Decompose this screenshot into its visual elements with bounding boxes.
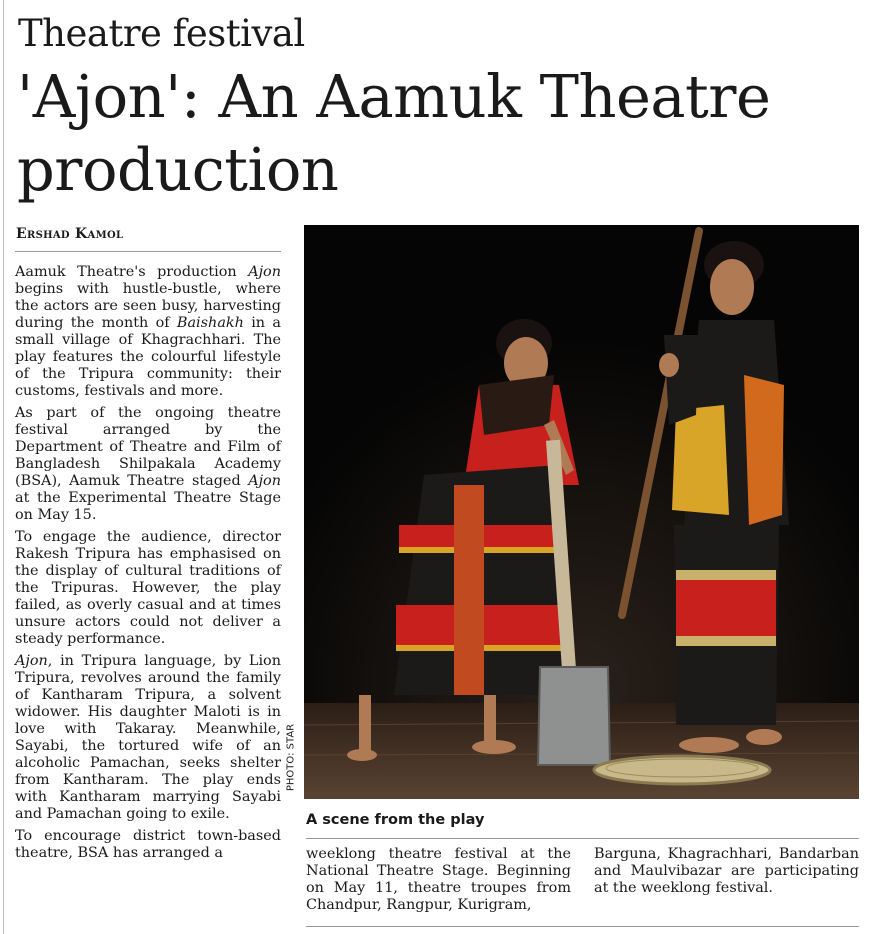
paragraph-col3: Barguna, Khagrachhari, Bandarban and Maulvibazar are participating at the weeklong festival.: [594, 846, 859, 896]
column-1: [15, 264, 281, 867]
paragraph-1: Aamuk Theatre's production Ajon begins with hustle-bustle, where the actors are seen busy, harvesting during the month of Baishakh in a small village of Khagrachhari. The play features the colourful lifestyle of the Tripura community: their customs, festivals and more.: [15, 264, 281, 399]
column-2: [306, 846, 571, 919]
photo: [304, 225, 859, 799]
paragraph-3: To engage the audience, director Rakesh Tripura has emphasised on the display of cultural traditions of the Tripuras. However, the play failed, as overly casual and at times unsure actors could not deliver a steady performance.: [15, 529, 281, 647]
byline: Ershad Kamol: [16, 226, 124, 242]
bottom-divider: [306, 926, 859, 927]
stage-scene-illustration: [304, 225, 859, 799]
woven-basket: [594, 756, 770, 784]
paragraph-4: Ajon, in Tripura language, by Lion Tripura, revolves around the family of Kantharam Tripura, a solvent widower. His daughter Maloti is in love with Takaray. Meanwhile, Sayabi, the tortured wife of an alcoholic Pamachan, seeks shelter from Kantharam. The play ends with Kantharam marrying Sayabi and Pamachan going to exile.: [15, 653, 281, 822]
column-rule: [3, 0, 4, 934]
paragraph-2: As part of the ongoing theatre festival arranged by the Department of Theatre and Film of Bangladesh Shilpakala Academy (BSA), Aamuk Theatre staged Ajon at the Experimental Theatre Stage on May 15.: [15, 405, 281, 523]
headline: 'Ajon': An Aamuk Theatre production: [17, 62, 771, 204]
column-3: [594, 846, 859, 902]
paragraph-5: To encourage district town-based theatre, BSA has arranged a: [15, 828, 281, 861]
kicker: Theatre festival: [18, 12, 305, 55]
photo-credit: PHOTO: STAR: [285, 723, 297, 792]
caption-divider: [306, 838, 859, 839]
paragraph-col2: weeklong theatre festival at the National Theatre Stage. Beginning on May 11, theatre troupes from Chandpur, Rangpur, Kurigram,: [306, 846, 571, 913]
byline-divider: [15, 251, 281, 252]
wooden-mortar: [538, 667, 610, 765]
photo-caption: A scene from the play: [306, 812, 485, 828]
